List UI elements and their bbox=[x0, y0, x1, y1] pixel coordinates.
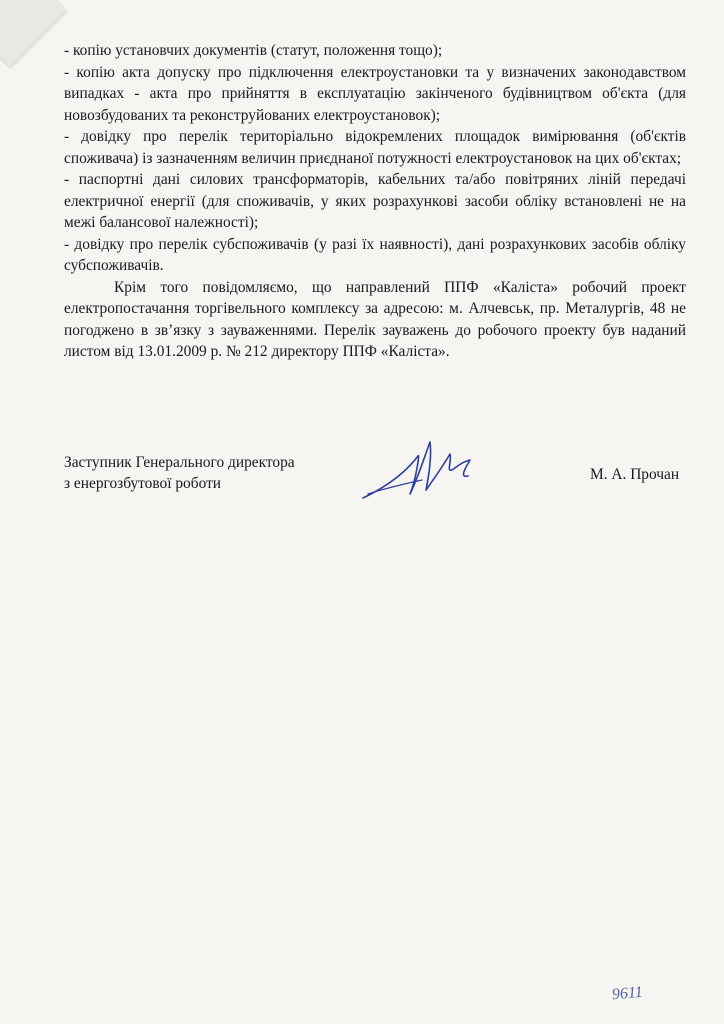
list-item: - копію установчих документів (статут, положення тощо); bbox=[64, 42, 443, 59]
folded-corner bbox=[0, 0, 67, 67]
reverse-side-bleed-through bbox=[64, 570, 686, 675]
list-item: - довідку про перелік субспоживачів (у разі їх наявності), дані розрахункових засобів обліку субспоживачів. bbox=[64, 235, 686, 274]
closing-paragraph: Крім того повідомляємо, що направлений ППФ «Каліста» робочий проект електропостачання торгівельного комплексу за адресою: м. Алчевськ, пр. Металургів, 48 не погоджено в зв’язку з зауваженнями. Перелік зауважень до робочого проекту був наданий листом від 13.01.2009 р. № 212 директору ППФ «Каліста». bbox=[64, 278, 686, 360]
list-item: - довідку про перелік територіально відокремлених площадок вимірювання (об'єктів споживача) із зазначенням величин приєднаної потужності електроустановок на цих об'єктах; bbox=[64, 128, 686, 167]
list-item: - копію акта допуску про підключення електроустановки та у визначених законодавством випадках - акта про прийняття в експлуатацію закінченого будівництвом об'єкта (для новозбудованих та реконструйованих електроустановок); bbox=[64, 63, 686, 124]
handwritten-signature bbox=[358, 428, 488, 506]
signatory-name: М. А. Прочан bbox=[590, 466, 680, 483]
handwritten-note: 9611 bbox=[611, 983, 644, 1004]
letter-body bbox=[64, 40, 686, 363]
signatory-title-line2: з енергозбутової роботи bbox=[64, 475, 222, 492]
signatory-title-line1: Заступник Генерального директора bbox=[64, 454, 295, 471]
list-item: - паспортні дані силових трансформаторів, кабельних та/або повітряних ліній передачі електричної енергії (для споживачів, у яких розрахункові засоби обліку встановлені не на межі балансової належності); bbox=[64, 171, 686, 231]
signatory-title bbox=[64, 452, 295, 494]
